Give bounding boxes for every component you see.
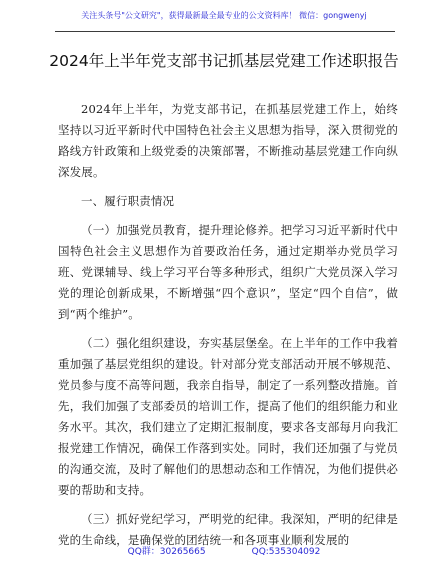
document-title: 2024年上半年党支部书记抓基层党建工作述职报告 xyxy=(49,52,399,70)
header-divider xyxy=(55,31,395,32)
paragraph-intro: 2024年上半年，为党支部书记，在抓基层党建工作上，始终坚持以习近平新时代中国特色社会主义思想为指导，深入贯彻党的路线方针政策和上级党委的决策部署，不断推动基层党建工作向纵深发展。 xyxy=(58,102,398,179)
document-body xyxy=(58,99,398,559)
footer-banner xyxy=(0,546,448,558)
header-banner: 关注头条号"公文研究"，获得最新最全最专业的公文资料库！ 微信：gongwenyj xyxy=(81,11,367,20)
footer-qq-group: QQ群：30265665 xyxy=(127,547,206,557)
section-heading: 一、履行职责情况 xyxy=(81,194,175,208)
paragraph-organization-building: （二）强化组织建设，夯实基层堡垒。在上半年的工作中我着重加强了基层党组织的建设。针对部分党支部活动开展不够规范、党员参与度不高等问题，我亲自指导，制定了一系列整改措施。首先，我们加强了支部委员的培训工作，提高了他们的组织能力和业务水平。其次，我们建立了定期汇报制度，要求各支部每月向我汇报党建工作情况，确保工作落到实处。同时，我们还加强了与党员的沟通交流，及时了解他们的思想动态和工作情况，为他们提供必要的帮助和支持。 xyxy=(58,336,398,497)
paragraph-discipline-study: （三）抓好党纪学习，严明党的纪律。我深知，严明的纪律是党的生命线，是确保党的团结统一和各项事业顺利发展的 xyxy=(58,512,398,547)
paragraph-party-education: （一）加强党员教育，提升理论修养。把学习习近平新时代中国特色社会主义思想作为首要政治任务，通过定期举办党员学习班、党课辅导、线上学习平台等多种形式，组织广大党员深入学习党的理论创新成果，不断增强“四个意识”，坚定“四个自信”，做到“两个维护”。 xyxy=(58,223,398,321)
footer-qq: QQ:535304092 xyxy=(251,547,321,557)
